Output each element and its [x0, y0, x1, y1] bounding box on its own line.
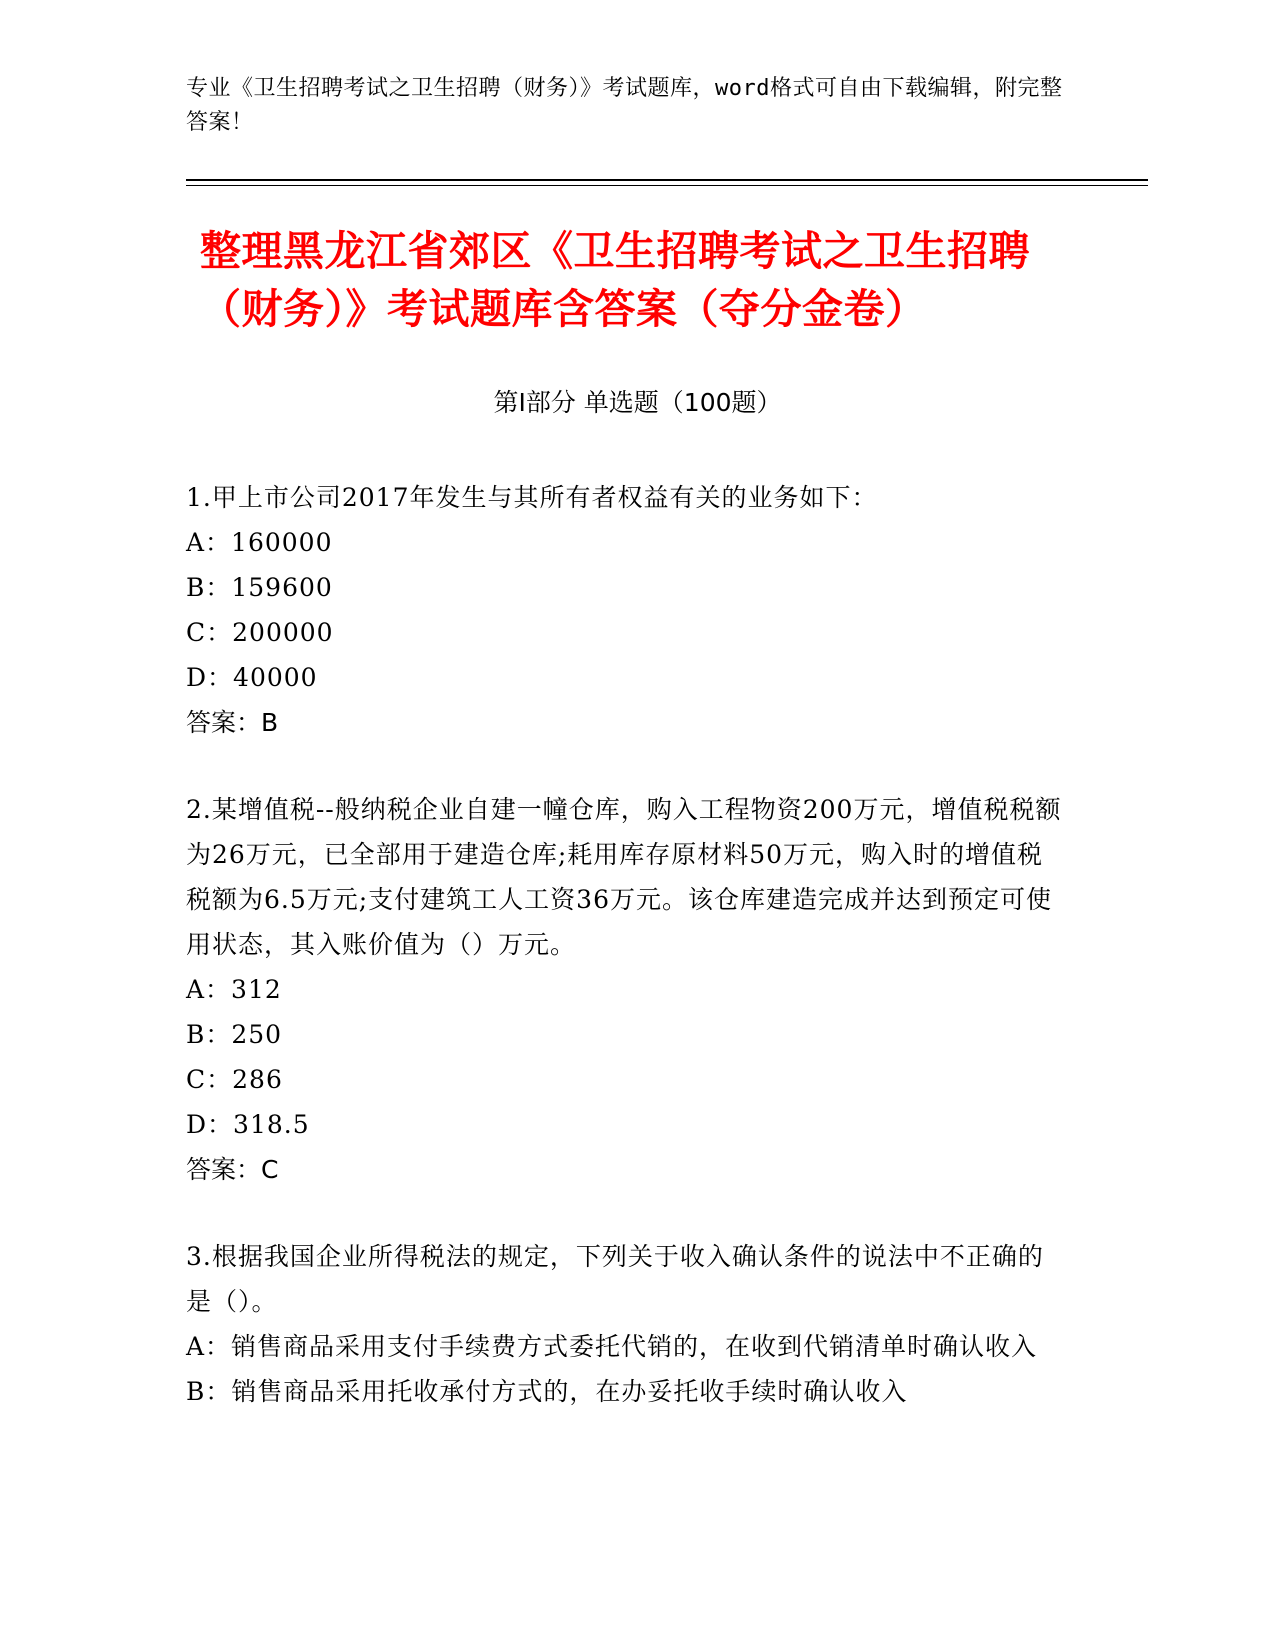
question-1	[186, 475, 1066, 745]
option-c: C：200000	[186, 618, 334, 647]
answer: 答案：B	[186, 708, 279, 737]
question-list	[186, 475, 1066, 1456]
question-3	[186, 1234, 1066, 1414]
section-title: 第Ⅰ部分 单选题（100题）	[493, 388, 782, 417]
document-title: 整理黑龙江省郊区《卫生招聘考试之卫生招聘（财务）》考试题库含答案（夺分金卷）	[200, 227, 1030, 333]
option-d: D：318.5	[186, 1110, 310, 1139]
question-stem: 3.根据我国企业所得税法的规定，下列关于收入确认条件的说法中不正确的是（）。	[186, 1242, 1044, 1316]
answer: 答案：C	[186, 1155, 279, 1184]
option-a: A：销售商品采用支付手续费方式委托代销的，在收到代销清单时确认收入	[186, 1332, 1038, 1361]
option-b: B：159600	[186, 573, 333, 602]
option-a: A：312	[186, 975, 282, 1004]
header-note: 专业《卫生招聘考试之卫生招聘（财务）》考试题库，word格式可自由下载编辑，附完整答案！	[186, 76, 1063, 135]
option-d: D：40000	[186, 663, 318, 692]
option-b: B：销售商品采用托收承付方式的，在办妥托收手续时确认收入	[186, 1377, 908, 1406]
header-rule-thin	[186, 185, 1148, 186]
question-stem: 2.某增值税--般纳税企业自建一幢仓库，购入工程物资200万元，增值税税额为26万元，已全部用于建造仓库;耗用库存原材料50万元，购入时的增值税税额为6.5万元;支付建筑工人工资36万元。该仓库建造完成并达到预定可使用状态，其入账价值为（）万元。	[186, 795, 1062, 959]
option-c: C：286	[186, 1065, 283, 1094]
question-2	[186, 787, 1066, 1192]
question-stem: 1.甲上市公司2017年发生与其所有者权益有关的业务如下：	[186, 483, 878, 512]
header-rule-thick	[186, 179, 1148, 181]
option-a: A：160000	[186, 528, 333, 557]
option-b: B：250	[186, 1020, 283, 1049]
